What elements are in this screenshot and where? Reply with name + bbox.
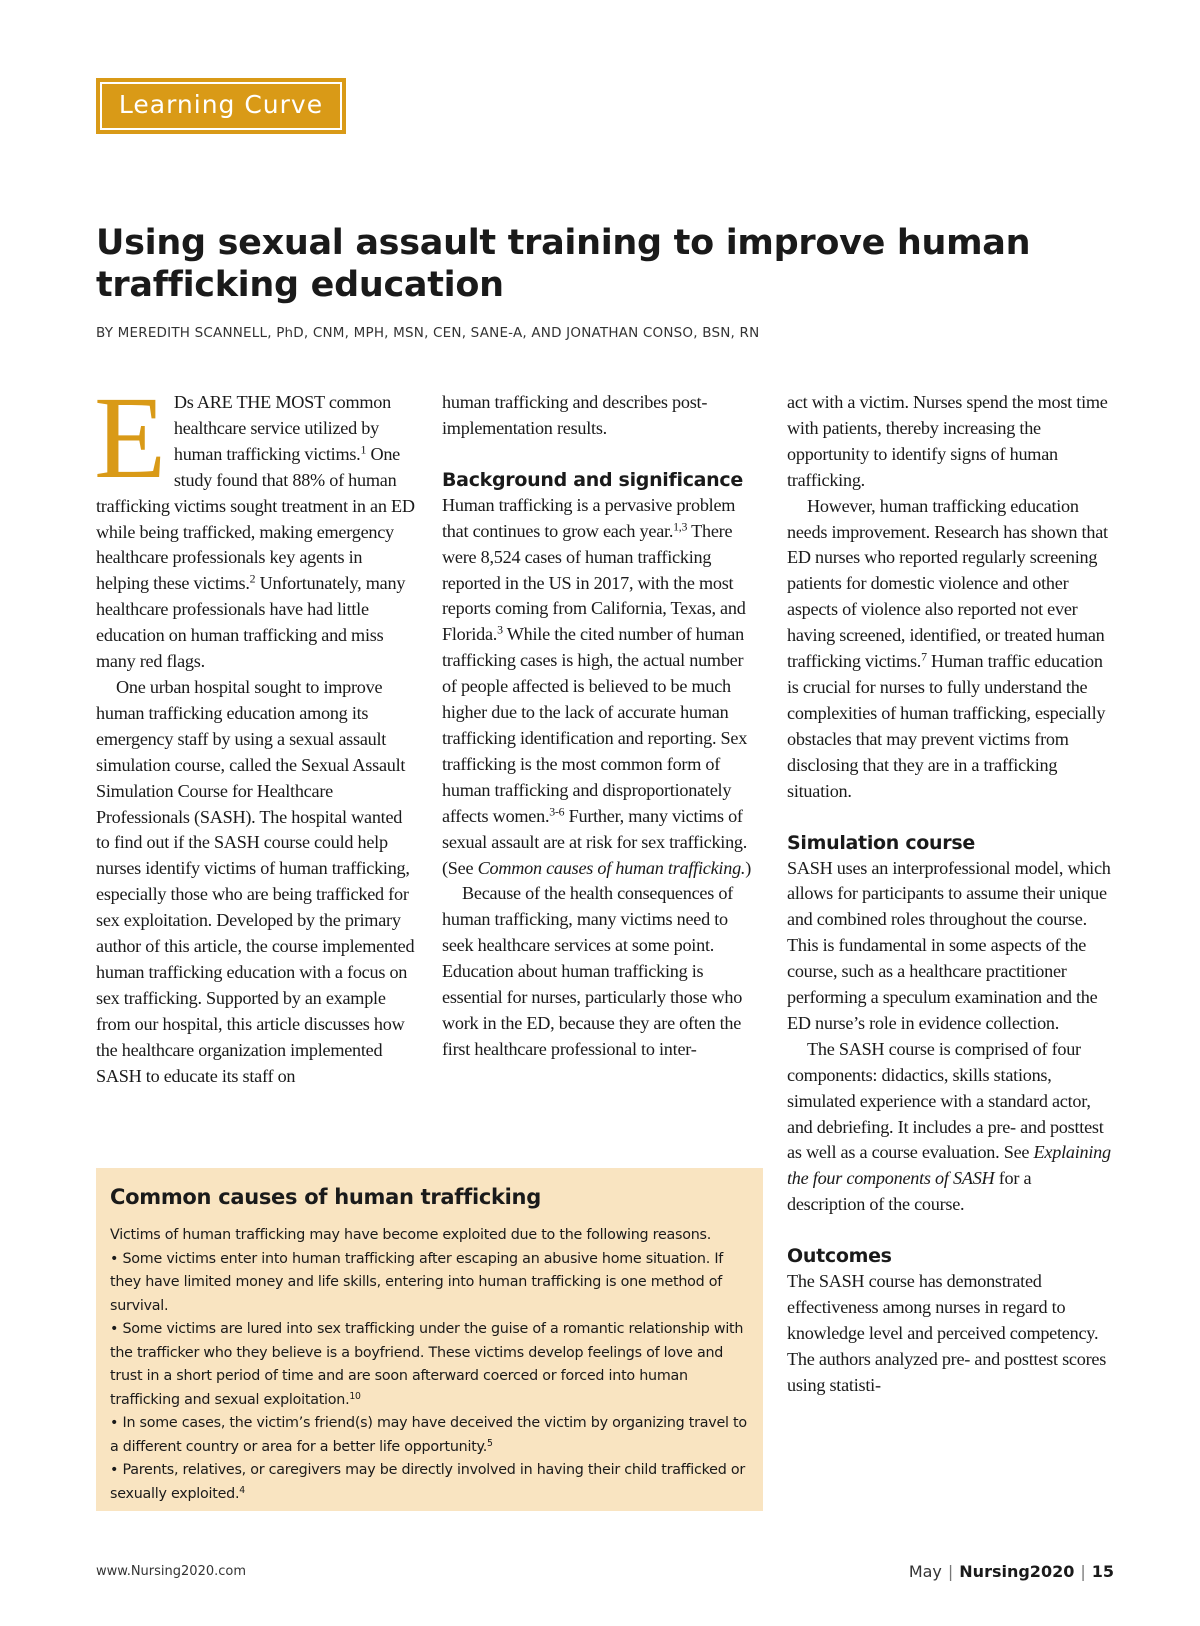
col3-p2-b: Human traffic education is crucial for nurses to fully understand the complexities of human trafficking, especially obstacles that may prevent victims from disclosing that they are in a trafficking situation.	[787, 651, 1106, 801]
footer-page-number: 15	[1091, 1562, 1114, 1581]
citation-sup: 3-6	[549, 804, 565, 819]
citation-sup: 7	[921, 649, 927, 664]
col2-p2-d: Further, many victims of sexual assault are at risk for sex trafficking. (See	[442, 805, 748, 878]
sidebar-bullet: • In some cases, the victim’s friend(s) may have deceived the victim by organizing travel to a different country or area for a better life opportunity.$^5$	[110, 1415, 747, 1455]
drop-cap: E	[94, 372, 166, 503]
sidebar-bullet: • Some victims are lured into sex trafficking under the guise of a romantic relationship with the trafficker who they believe is a boyfriend. These victims develop feelings of love and trust in a short period of time and are soon afterward coerced or forced into human trafficking and sexual exploitation.$^{10}$	[110, 1321, 744, 1408]
col1-p1-start: Ds ARE THE MOST common healthcare service utilized by human trafficking victims.	[173, 392, 391, 464]
col2-p2-c: While the cited number of human trafficking cases is high, the actual number of people affected is believed to be much higher due to the lack of accurate human trafficking identification and reporting. Sex trafficking is the most common form of human trafficking and disproportionately affects women.	[442, 624, 748, 826]
citation-sup: 10	[349, 1390, 361, 1402]
col1-paragraph-2: One urban hospital sought to improve human trafficking education among its emergency staff by using a sexual assault simulation course, called the Sexual Assault Simulation Course for Healthcare Professionals (SASH). The hospital wanted to find out if the SASH course could help nurses identify victims of human trafficking, especially those who are being trafficked for sex exploitation. Developed by the primary author of this article, the course implemented human trafficking education with a focus on sex trafficking. Supported by an example from our hospital, this article discusses how the healthcare organization implemented SASH to educate its staff on	[96, 676, 415, 1086]
col2-paragraph-1: human trafficking and describes post-implementation results.	[442, 392, 708, 438]
sidebar-bullet-text: In some cases, the victim’s friend(s) may have deceived the victim by organizing travel to a different country or area for a better life opportunity.	[110, 1415, 747, 1455]
citation-sup: 2	[249, 571, 256, 586]
col3-paragraph-5: The SASH course has demonstrated effectiveness among nurses in regard to knowledge level and perceived competency. The authors analyzed pre- and posttest scores using statisti-	[787, 1271, 1107, 1395]
col3-p4-a: The SASH course is comprised of four components: didactics, skills stations, simulated experience with a standard actor, and debriefing. It includes a pre- and posttest as well as a course evaluation. See	[787, 1038, 1104, 1163]
col3-p4-b: for a description of the course.	[787, 1168, 1032, 1215]
col3-paragraph-2	[787, 494, 1112, 805]
col2-paragraph-3: Because of the health consequences of human trafficking, many victims need to seek healthcare services at some point. Education about human trafficking is essential for nurses, particularly those who work in the ED, because they are often the first healthcare professional to inter-	[442, 883, 743, 1059]
byline: BY MEREDITH SCANNELL, PhD, CNM, MPH, MSN, CEN, SANE-A, AND JONATHAN CONSO, BSN, RN	[96, 325, 760, 341]
heading-outcomes: Outcomes	[787, 1245, 892, 1268]
heading-background: Background and significance	[442, 468, 743, 491]
column-1	[94, 372, 416, 1089]
footer-month: May	[908, 1562, 942, 1581]
sidebar-bullet: • Some victims enter into human trafficking after escaping an abusive home situation. If they have limited money and life skills, entering into human trafficking is one method of survival.	[110, 1250, 724, 1314]
section-tag-label: Learning Curve	[118, 90, 324, 119]
sidebar-title: Common causes of human trafficking	[110, 1185, 541, 1209]
citation-sup: 5	[487, 1437, 493, 1449]
citation-sup: 4	[239, 1484, 245, 1496]
footer-page-info: May | Nursing2020 | 15	[908, 1562, 1114, 1581]
col3-paragraph-1: act with a victim. Nurses spend the most time with patients, thereby increasing the opportunity to identify signs of human trafficking.	[787, 392, 1108, 490]
citation-sup: 1	[360, 442, 367, 457]
col3-p2-a: However, human trafficking education needs improvement. Research has shown that ED nurses who reported regularly screening patients for domestic violence and other aspects of violence also reported not ever having screened, identified, or treated human trafficking victims.	[787, 495, 1108, 672]
article-title: Using sexual assault training to improve human trafficking education	[96, 223, 1031, 305]
section-tag	[96, 78, 346, 134]
citation-sup: 1,3	[673, 519, 688, 534]
col3-paragraph-3: SASH uses an interprofessional model, which allows for participants to assume their unique and combined roles throughout the course. This is fundamental in some aspects of the course, such as a healthcare practitioner performing a speculum examination and the ED nurse’s role in evidence collection.	[787, 857, 1111, 1033]
sidebar-intro: Victims of human trafficking may have become exploited due to the following reasons.	[110, 1227, 712, 1243]
sidebar-bullet-text: Some victims enter into human trafficking after escaping an abusive home situation. If they have limited money and life skills, entering into human trafficking is one method of survival.	[110, 1250, 724, 1314]
sidebar-bullet: • Parents, relatives, or caregivers may be directly involved in having their child trafficked or sexually exploited.$^4$	[110, 1462, 745, 1502]
col2-p2-b: There were 8,524 cases of human trafficking reported in the US in 2017, with the most reports coming from California, Texas, and Florida.	[442, 520, 746, 645]
sidebar-bullet-text: Some victims are lured into sex trafficking under the guise of a romantic relationship with the trafficker who they believe is a boyfriend. These victims develop feelings of love and trust in a short period of time and are soon afterward coerced or forced into human trafficking and sexual exploitation.	[110, 1321, 744, 1408]
footer-journal: Nursing2020	[959, 1562, 1075, 1581]
sidebar-bullet-text: Parents, relatives, or caregivers may be directly involved in having their child trafficked or sexually exploited.	[110, 1462, 745, 1502]
col2-p2-a: Human trafficking is a pervasive problem that continues to grow each year.	[442, 494, 736, 541]
sidebar-box	[96, 1168, 763, 1511]
sidebar-reference: Common causes of human trafficking.	[477, 857, 746, 878]
column-2	[442, 390, 760, 1063]
sidebar-reference: Explaining the four components of SASH	[787, 1142, 1111, 1189]
col2-p2-e: )	[745, 857, 752, 878]
heading-simulation-course: Simulation course	[787, 831, 975, 854]
col1-paragraph-1	[94, 372, 416, 675]
col3-paragraph-4	[787, 1037, 1112, 1218]
col1-p1-mid: One study found that 88% of human trafficking victims sought treatment in an ED while being trafficked, making emergency healthcare professionals key agents in helping these victims.	[96, 443, 415, 594]
col1-p1-end: Unfortunately, many healthcare professionals have had little education on human trafficking and miss many red flags.	[96, 573, 406, 672]
column-3	[787, 390, 1112, 1399]
col2-paragraph-2	[442, 493, 760, 882]
citation-sup: 3	[497, 622, 503, 637]
footer-website: www.Nursing2020.com	[96, 1564, 247, 1579]
